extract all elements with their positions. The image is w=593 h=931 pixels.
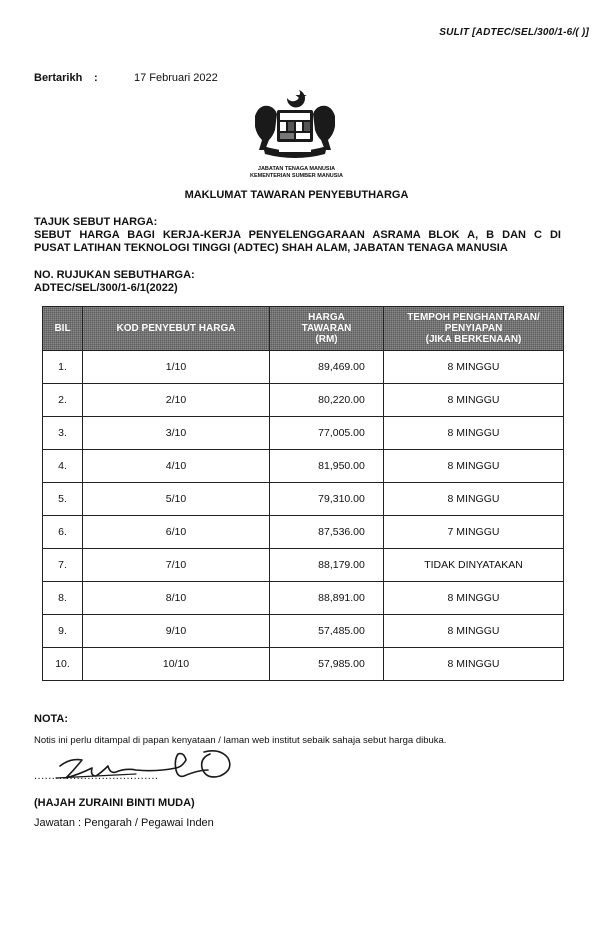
table-row [43, 516, 564, 549]
header-tempoh-line-3: (JIKA BERKENAAN) [425, 334, 522, 345]
cell-kod: 9/10 [83, 615, 270, 648]
cell-kod: 5/10 [83, 483, 270, 516]
document-heading: MAKLUMAT TAWARAN PENYEBUTHARGA [184, 189, 409, 201]
date-label: Bertarikh [34, 72, 83, 84]
header-harga [270, 307, 384, 351]
nota-label: NOTA: [34, 713, 69, 725]
cell-harga: 57,485.00 [270, 615, 384, 648]
date-colon: : [94, 72, 98, 84]
cell-tempoh: 8 MINGGU [384, 648, 564, 681]
rujukan-label: NO. RUJUKAN SEBUTHARGA: [34, 269, 195, 281]
cell-tempoh: 8 MINGGU [384, 384, 564, 417]
header-tempoh-line-2: PENYIAPAN [444, 323, 503, 334]
cell-kod: 4/10 [83, 450, 270, 483]
cell-kod: 1/10 [83, 351, 270, 384]
cell-tempoh: 8 MINGGU [384, 582, 564, 615]
cell-harga: 57,985.00 [270, 648, 384, 681]
cell-harga: 77,005.00 [270, 417, 384, 450]
date-value: 17 Februari 2022 [134, 72, 218, 84]
header-bil: BIL [43, 307, 83, 351]
table-row [43, 648, 564, 681]
cell-tempoh: TIDAK DINYATAKAN [384, 549, 564, 582]
handwritten-signature-icon [54, 744, 244, 792]
classification-marking: SULIT [ADTEC/SEL/300/1-6/( )] [439, 27, 589, 38]
cell-kod: 10/10 [83, 648, 270, 681]
cell-kod: 8/10 [83, 582, 270, 615]
header-harga-line-1: HARGA [308, 312, 345, 323]
cell-bil: 7. [43, 549, 83, 582]
cell-harga: 87,536.00 [270, 516, 384, 549]
cell-tempoh: 8 MINGGU [384, 351, 564, 384]
cell-bil: 5. [43, 483, 83, 516]
signer-name: (HAJAH ZURAINI BINTI MUDA) [34, 797, 195, 809]
header-tempoh [384, 307, 564, 351]
cell-bil: 3. [43, 417, 83, 450]
cell-harga: 88,891.00 [270, 582, 384, 615]
table-row [43, 582, 564, 615]
rujukan-value: ADTEC/SEL/300/1-6/1(2022) [34, 282, 178, 294]
cell-kod: 6/10 [83, 516, 270, 549]
cell-tempoh: 8 MINGGU [384, 615, 564, 648]
table-row [43, 615, 564, 648]
cell-bil: 6. [43, 516, 83, 549]
cell-bil: 4. [43, 450, 83, 483]
header-harga-line-3: (RM) [315, 334, 338, 345]
cell-bil: 9. [43, 615, 83, 648]
header-kod: KOD PENYEBUT HARGA [83, 307, 270, 351]
cell-kod: 2/10 [83, 384, 270, 417]
cell-tempoh: 7 MINGGU [384, 516, 564, 549]
table-row [43, 483, 564, 516]
header-tempoh-line-1: TEMPOH PENGHANTARAN/ [407, 312, 540, 323]
cell-harga: 80,220.00 [270, 384, 384, 417]
tajuk-line-1: SEBUT HARGA BAGI KERJA-KERJA PENYELENGGARAAN ASRAMA BLOK A, B DAN C DI [34, 229, 561, 241]
cell-harga: 81,950.00 [270, 450, 384, 483]
cell-bil: 2. [43, 384, 83, 417]
cell-tempoh: 8 MINGGU [384, 450, 564, 483]
table-row [43, 351, 564, 384]
quotation-table [42, 306, 564, 681]
table-row [43, 384, 564, 417]
table-row [43, 549, 564, 582]
department-name: JABATAN TENAGA MANUSIA [257, 166, 336, 172]
cell-bil: 1. [43, 351, 83, 384]
cell-tempoh: 8 MINGGU [384, 417, 564, 450]
ministry-name: KEMENTERIAN SUMBER MANUSIA [250, 173, 343, 179]
header-harga-line-2: TAWARAN [301, 323, 352, 334]
cell-kod: 3/10 [83, 417, 270, 450]
table-row [43, 417, 564, 450]
cell-bil: 10. [43, 648, 83, 681]
coat-of-arms-icon [249, 88, 341, 160]
cell-bil: 8. [43, 582, 83, 615]
cell-tempoh: 8 MINGGU [384, 483, 564, 516]
cell-harga: 88,179.00 [270, 549, 384, 582]
cell-harga: 89,469.00 [270, 351, 384, 384]
tajuk-label: TAJUK SEBUT HARGA: [34, 216, 158, 228]
signature-line: ................................... [34, 770, 159, 782]
table-row [43, 450, 564, 483]
signer-position: Jawatan : Pengarah / Pegawai Inden [34, 817, 214, 829]
cell-harga: 79,310.00 [270, 483, 384, 516]
table-header-row [43, 307, 564, 351]
cell-kod: 7/10 [83, 549, 270, 582]
tajuk-line-2: PUSAT LATIHAN TEKNOLOGI TINGGI (ADTEC) SHAH ALAM, JABATAN TENAGA MANUSIA [34, 242, 508, 254]
nota-text: Notis ini perlu ditampal di papan kenyataan / laman web institut sebaik sahaja sebut harga dibuka. [34, 735, 447, 746]
